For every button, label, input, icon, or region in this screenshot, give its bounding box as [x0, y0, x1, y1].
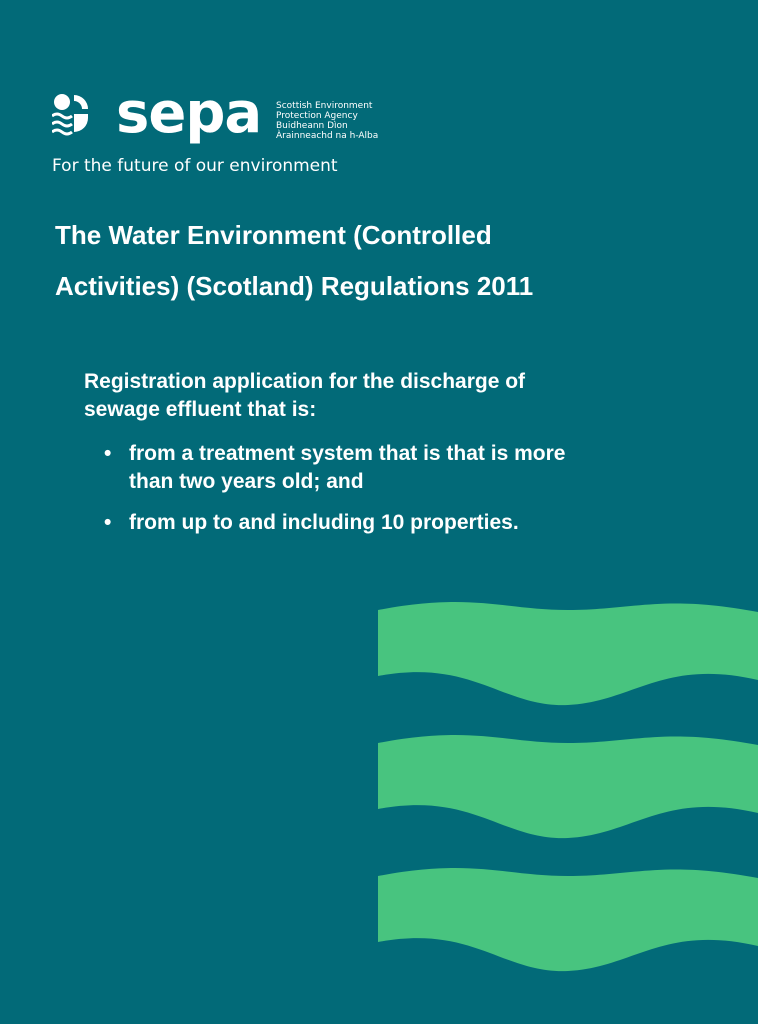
- intro-text: [84, 368, 684, 424]
- sepa-wordmark: sepa: [116, 81, 262, 146]
- bullet-icon: •: [104, 442, 112, 465]
- wave-band-icon: [378, 600, 758, 980]
- agency-name: [276, 101, 378, 141]
- list-item-line: from a treatment system that is that is more: [129, 442, 566, 465]
- sepa-emblem-icon: [52, 94, 104, 138]
- list-item-line: from up to and including 10 properties.: [129, 511, 519, 534]
- agency-name-line: Buidheann Dìon: [276, 121, 348, 131]
- list-item-line: than two years old; and: [129, 470, 364, 493]
- sepa-logo: [52, 81, 392, 146]
- wave-band: [378, 602, 758, 705]
- list-item: [84, 440, 704, 496]
- intro-line: sewage effluent that is:: [84, 398, 317, 421]
- agency-name-line: Protection Agency: [276, 111, 358, 121]
- document-title: [55, 210, 715, 312]
- agency-name-line: Àrainneachd na h-Alba: [276, 131, 379, 141]
- title-line: The Water Environment (Controlled: [55, 220, 492, 250]
- agency-name-line: Scottish Environment: [276, 101, 373, 111]
- wave-band: [378, 868, 758, 971]
- criteria-list: [84, 440, 704, 550]
- title-line: Activities) (Scotland) Regulations 2011: [55, 271, 534, 301]
- bullet-icon: •: [104, 511, 112, 534]
- tagline: For the future of our environment: [52, 156, 338, 176]
- list-item: [84, 509, 704, 537]
- intro-line: Registration application for the discharge of: [84, 370, 526, 393]
- wave-band: [378, 735, 758, 838]
